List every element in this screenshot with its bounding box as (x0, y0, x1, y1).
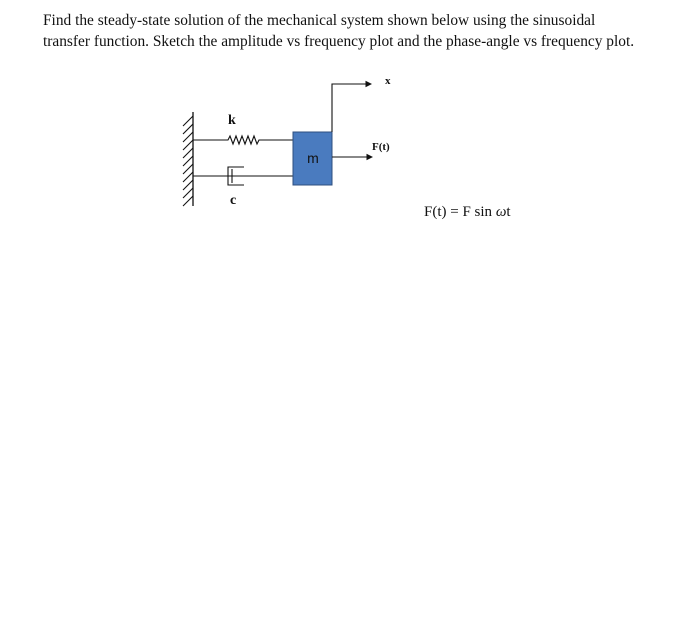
damper (193, 167, 293, 185)
spring (193, 136, 293, 144)
fixed-wall (183, 112, 193, 206)
problem-line-1: Find the steady-state solution of the mechanical system shown below using the sinusoidal (43, 12, 596, 29)
force-label: F(t) (372, 141, 390, 153)
forcing-function-equation (424, 204, 511, 221)
problem-line-2: transfer function. Sketch the amplitude vs frequency plot and the phase-angle vs frequency plot. (43, 33, 635, 50)
equation-omega: ω (495, 204, 507, 220)
displacement-label: x (385, 75, 391, 87)
damper-label: c (230, 193, 237, 208)
displacement-arrow (332, 84, 371, 132)
mass-label: m (307, 150, 319, 166)
equation-rhs: t (506, 204, 511, 220)
equation-lhs: F(t) = F sin (424, 204, 496, 220)
spring-label: k (228, 113, 236, 128)
